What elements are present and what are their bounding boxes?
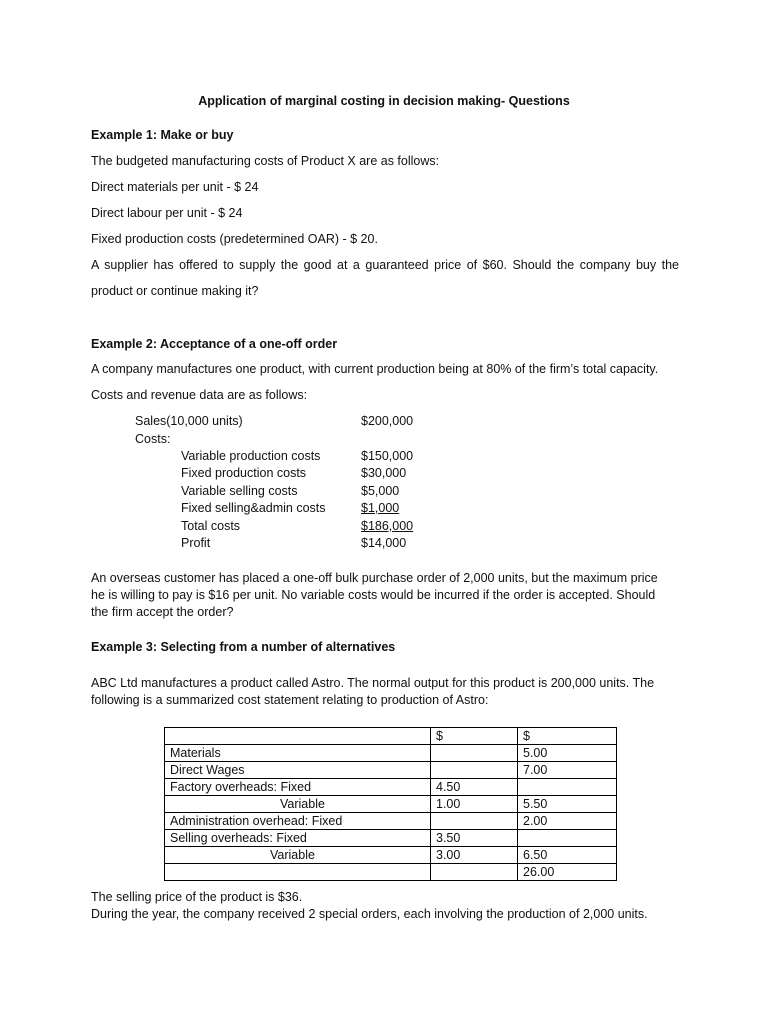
profit-label: Profit [181,536,211,550]
table-row [165,762,617,779]
sales-value: $200,000 [361,414,414,428]
table-row [165,813,617,830]
table-row [165,830,617,847]
table-cell: Variable [165,847,431,864]
example1-line1: The budgeted manufacturing costs of Product X are as follows: [91,154,440,168]
example3-para-line2: following is a summarized cost statement relating to production of Astro: [91,693,489,707]
example1-line5b: product or continue making it? [91,284,259,298]
table-cell: 5.50 [518,796,617,813]
example2-line2: Costs and revenue data are as follows: [91,388,308,402]
table-cell: 5.00 [518,745,617,762]
table-cell: $ [518,728,617,745]
table-cell [518,779,617,796]
table-cell: Factory overheads: Fixed [165,779,431,796]
table-row [165,779,617,796]
document-title: Application of marginal costing in decision making- Questions [198,94,570,108]
example3-after-line2: During the year, the company received 2 special orders, each involving the production of 2,000 units. [91,907,648,921]
example1-line2: Direct materials per unit - $ 24 [91,180,259,194]
example2-para-line3: the firm accept the order? [91,605,234,619]
example2-para-line2: he is willing to pay is $16 per unit. No variable costs would be incurred if the order is accepted. Should [91,588,656,602]
table-header-row [165,728,617,745]
table-row [165,745,617,762]
example2-para-line1: An overseas customer has placed a one-off bulk purchase order of 2,000 units, but the maximum price [91,571,658,585]
cost-item-label: Fixed selling&admin costs [181,501,326,515]
costs-label: Costs: [135,432,171,446]
cost-item-label: Fixed production costs [181,466,307,480]
table-cell: 3.00 [431,847,518,864]
sales-label: Sales(10,000 units) [135,414,243,428]
cost-statement-table [164,727,617,881]
example2-heading: Example 2: Acceptance of a one-off order [91,337,338,351]
table-total-row [165,864,617,881]
table-cell [165,728,431,745]
table-cell: 2.00 [518,813,617,830]
table-cell: Materials [165,745,431,762]
table-cell: 26.00 [518,864,617,881]
example3-heading: Example 3: Selecting from a number of alternatives [91,640,396,654]
table-cell [431,864,518,881]
cost-item-label: Variable production costs [181,449,321,463]
example1-line5a: A supplier has offered to supply the good at a guaranteed price of $60. Should the company buy the [91,258,679,272]
table-cell [165,864,431,881]
cost-item-value: $30,000 [361,466,407,480]
table-cell [431,745,518,762]
table-cell [518,830,617,847]
table-cell [431,762,518,779]
cost-item-value: $5,000 [361,484,400,498]
table-cell: Administration overhead: Fixed [165,813,431,830]
table-cell: 3.50 [431,830,518,847]
table-cell: 1.00 [431,796,518,813]
table-cell: 4.50 [431,779,518,796]
table-cell [431,813,518,830]
example1-line3: Direct labour per unit - $ 24 [91,206,243,220]
cost-item-value: $1,000 [361,501,400,515]
profit-value: $14,000 [361,536,407,550]
example1-heading: Example 1: Make or buy [91,128,234,142]
cost-item-label: Variable selling costs [181,484,298,498]
example3-para-line1: ABC Ltd manufactures a product called Astro. The normal output for this product is 200,000 units. The [91,676,655,690]
table-row [165,796,617,813]
table-row [165,847,617,864]
table-cell: $ [431,728,518,745]
table-cell: 6.50 [518,847,617,864]
table-cell: 7.00 [518,762,617,779]
table-cell: Direct Wages [165,762,431,779]
table-cell: Selling overheads: Fixed [165,830,431,847]
cost-item-value: $150,000 [361,449,414,463]
total-costs-label: Total costs [181,519,241,533]
example3-after-line1: The selling price of the product is $36. [91,890,303,904]
total-costs-value: $186,000 [361,519,414,533]
example2-line1: A company manufactures one product, with current production being at 80% of the firm’s total capacity. [91,362,659,376]
table-cell: Variable [165,796,431,813]
example1-line4: Fixed production costs (predetermined OAR) - $ 20. [91,232,378,246]
